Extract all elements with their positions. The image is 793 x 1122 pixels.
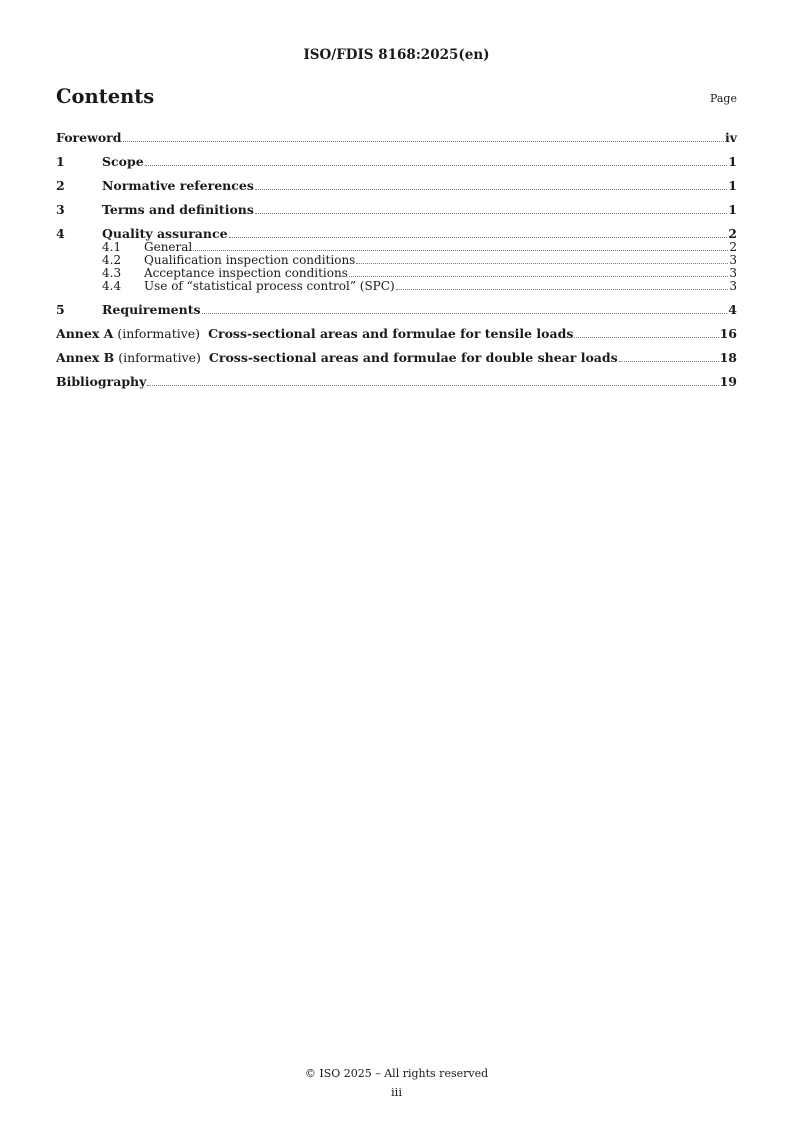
toc-number: 4.1 — [102, 240, 122, 254]
toc-subentry-spc[interactable] — [56, 280, 737, 293]
toc-number: 4.4 — [102, 279, 122, 293]
dot-leader — [145, 164, 728, 166]
annex-title: Cross-sectional areas and formulae for double shear loads — [208, 350, 618, 365]
toc-page: 2 — [729, 240, 737, 254]
toc-page: 1 — [728, 178, 737, 193]
dot-leader — [193, 249, 728, 251]
toc-page: 16 — [719, 326, 737, 341]
toc-entry-scope[interactable] — [56, 154, 737, 169]
toc-entry-annex-a[interactable] — [56, 326, 737, 341]
toc-number: 5 — [56, 302, 65, 317]
toc-title: Requirements — [102, 302, 201, 317]
dot-leader — [396, 288, 729, 290]
table-of-contents — [56, 130, 737, 389]
toc-title: Foreword — [56, 130, 122, 145]
toc-title: Use of “statistical process control” (SPC) — [144, 279, 395, 293]
toc-entry-quality-assurance[interactable] — [56, 226, 737, 241]
dot-leader — [202, 312, 728, 314]
toc-title: Bibliography — [56, 374, 147, 389]
toc-entry-requirements[interactable] — [56, 302, 737, 317]
dot-leader — [619, 360, 719, 362]
toc-page: 3 — [729, 279, 737, 293]
toc-entry-terms-and-definitions[interactable] — [56, 202, 737, 217]
footer-copyright: © ISO 2025 – All rights reserved — [304, 1067, 489, 1080]
dot-leader — [349, 275, 729, 277]
toc-number: 4.2 — [102, 253, 122, 267]
toc-title: Quality assurance — [102, 226, 228, 241]
annex-label: Annex B — [56, 350, 115, 365]
toc-entry-annex-b[interactable] — [56, 350, 737, 365]
dot-leader — [255, 188, 727, 190]
footer-page-number: iii — [390, 1085, 403, 1099]
toc-title: Qualification inspection conditions — [144, 253, 356, 267]
toc-entry-bibliography[interactable] — [56, 374, 737, 389]
dot-leader — [356, 262, 728, 264]
annex-type: (informative) — [118, 350, 201, 365]
toc-title: Scope — [102, 154, 144, 169]
toc-number: 4.3 — [102, 266, 122, 280]
toc-title: Terms and definitions — [102, 202, 254, 217]
toc-page: iv — [724, 130, 737, 145]
toc-title: Normative references — [102, 178, 254, 193]
toc-page: 2 — [728, 226, 737, 241]
toc-number: 2 — [56, 178, 65, 193]
toc-page: 3 — [729, 253, 737, 267]
toc-entry-normative-references[interactable] — [56, 178, 737, 193]
toc-entry-foreword[interactable] — [56, 130, 737, 145]
dot-leader — [147, 384, 718, 386]
toc-page: 1 — [728, 154, 737, 169]
toc-number: 3 — [56, 202, 65, 217]
annex-title: Cross-sectional areas and formulae for tensile loads — [208, 326, 574, 341]
toc-number: 4 — [56, 226, 65, 241]
document-id: ISO/FDIS 8168:2025(en) — [303, 47, 490, 63]
dot-leader — [255, 212, 727, 214]
annex-type: (informative) — [117, 326, 201, 341]
toc-number: 1 — [56, 154, 65, 169]
dot-leader — [123, 140, 724, 142]
toc-page: 18 — [719, 350, 737, 365]
toc-title: General — [144, 240, 193, 254]
annex-heading — [56, 350, 618, 365]
toc-page: 19 — [719, 374, 737, 389]
page-column-label: Page — [709, 92, 737, 105]
dot-leader — [574, 336, 718, 338]
dot-leader — [229, 236, 728, 238]
annex-heading — [56, 326, 573, 341]
contents-title: Contents — [56, 85, 155, 108]
annex-label: Annex A — [56, 326, 114, 341]
toc-title: Acceptance inspection conditions — [144, 266, 348, 280]
toc-page: 4 — [728, 302, 737, 317]
toc-page: 3 — [729, 266, 737, 280]
toc-page: 1 — [728, 202, 737, 217]
